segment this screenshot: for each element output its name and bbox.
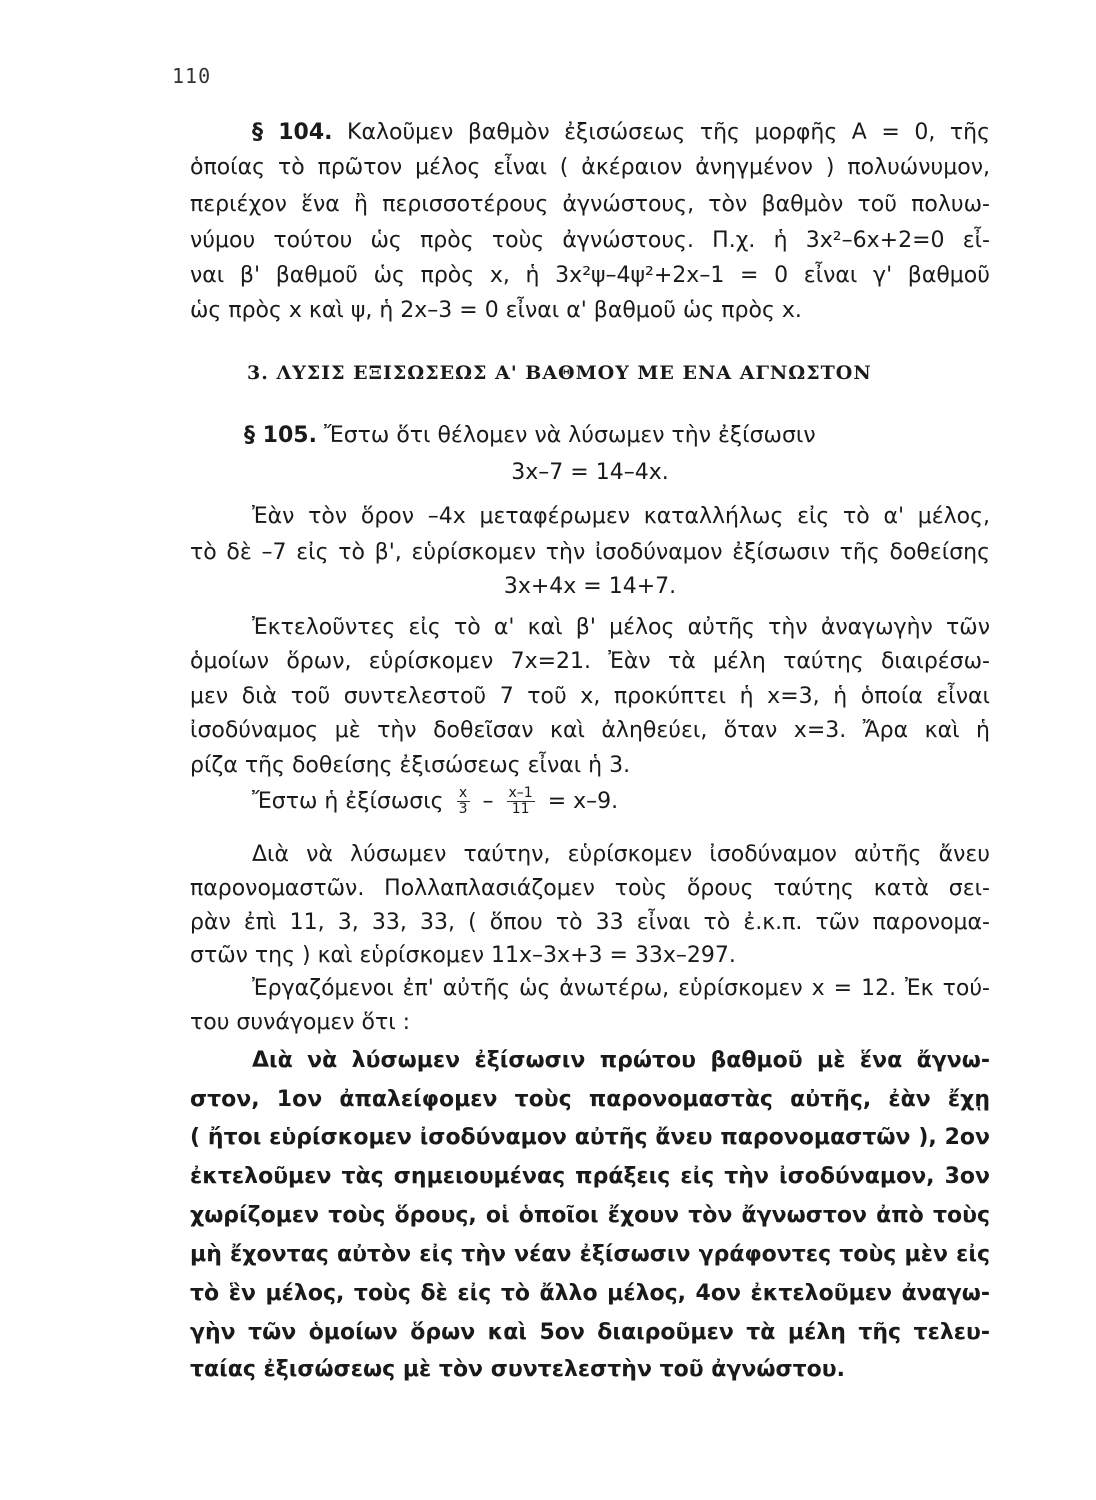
p105-line-a2: τὸ δὲ –7 εἰς τὸ β', εὑρίσκομεν τὴν ἰσοδύναμον ἐξίσωσιν τῆς δοθείσης [190,540,990,565]
p105-line-c2: παρονομαστῶν. Πολλαπλασιάζομεν τοὺς ὅρους ταύτης κατὰ σει- [190,876,990,901]
p105-line-c6: του συνάγομεν ὅτι : [190,1010,411,1035]
rule-line-3: ( ἤτοι εὑρίσκομεν ἰσοδύναμον αὐτῆς ἄνευ παρονομαστῶν ), 2ον [190,1125,990,1150]
section-heading: 3. ΛΥΣΙΣ ΕΞΙΣΩΣΕΩΣ Α' ΒΑΘΜΟΥ ΜΕ ΕΝΑ ΑΓΝΩΣΤΟΝ [247,362,872,384]
example-equation [252,786,1052,826]
p104-line-4: νύμου τούτου ὡς πρὸς τοὺς ἀγνώστους. Π.χ. ἡ 3x²–6x+2=0 εἶ- [190,228,990,253]
equation-1: 3x–7 = 14–4x. [511,460,669,485]
rule-line-6: μὴ ἔχοντας αὐτὸν εἰς τὴν νέαν ἐξίσωσιν γράφοντες τοὺς μὲν εἰς [190,1242,990,1267]
fraction-x-minus-1-over-11: $\frac{x-1}{11}$ [508,785,533,818]
p105-line-b2: ὁμοίων ὅρων, εὑρίσκομεν 7x=21. Ἐὰν τὰ μέλη ταύτης διαιρέσω- [190,649,990,674]
rule-line-5: χωρίζομεν τοὺς ὅρους, οἱ ὁποῖοι ἔχουν τὸν ἄγνωστον ἀπὸ τοὺς [190,1203,990,1228]
p105-line-c1: Διὰ νὰ λύσωμεν ταύτην, εὑρίσκομεν ἰσοδύναμον αὐτῆς ἄνευ [252,842,990,867]
example-prefix: Ἔστω ἡ ἐξίσωσις [252,788,444,814]
rule-line-9: ταίας ἐξισώσεως μὲ τὸν συντελεστὴν τοῦ ἀγνώστου. [190,1357,845,1382]
p104-line-1: § 104. Καλοῦμεν βαθμὸν ἐξισώσεως τῆς μορφῆς Α = 0, τῆς [252,120,990,145]
p105-line-c3: ρὰν ἐπὶ 11, 3, 33, 33, ( ὅπου τὸ 33 εἶναι τὸ ἐ.κ.π. τῶν παρονομα- [190,910,990,935]
p105-line-b5: ρίζα τῆς δοθείσης ἐξισώσεως εἶναι ἡ 3. [190,753,631,778]
p104-line-3: περιέχον ἕνα ἢ περισσοτέρους ἀγνώστους, τὸν βαθμὸν τοῦ πολυω- [190,192,990,217]
fraction-x-over-3: $\frac{x}{3}$ [458,785,468,818]
rule-line-1: Διὰ νὰ λύσωμεν ἐξίσωσιν πρώτου βαθμοῦ μὲ ἕνα ἄγνω- [252,1048,990,1073]
p104-line-6: ὡς πρὸς x καὶ ψ, ἡ 2x–3 = 0 εἶναι α' βαθμοῦ ὡς πρὸς x. [190,298,802,323]
p105-line-c4: στῶν της ) καὶ εὑρίσκομεν 11x–3x+3 = 33x–297. [190,943,736,968]
rule-line-4: ἐκτελοῦμεν τὰς σημειουμένας πράξεις εἰς τὴν ἰσοδύναμον, 3ον [190,1164,990,1189]
p105-line-c5: Ἐργαζόμενοι ἐπ' αὐτῆς ὡς ἀνωτέρω, εὑρίσκομεν x = 12. Ἐκ τού- [252,976,990,1001]
p105-line-b3: μεν διὰ τοῦ συντελεστοῦ 7 τοῦ x, προκύπτει ἡ x=3, ἡ ὁποία εἶναι [190,684,990,709]
section-104-label: § 104. [252,120,333,145]
example-suffix: = x–9. [547,788,619,814]
p104-line-2: ὁποίας τὸ πρῶτον μέλος εἶναι ( ἀκέραιον ἀνηγμένον ) πολυώνυμον, [190,155,990,180]
page-number: 110 [172,64,212,88]
section-105-label: § 105. [244,423,317,448]
p105-line-a1: Ἐὰν τὸν ὅρον –4x μεταφέρωμεν καταλλήλως εἰς τὸ α' μέλος, [252,504,990,529]
p104-line-5: ναι β' βαθμοῦ ὡς πρὸς x, ἡ 3x²ψ–4ψ²+2x–1 = 0 εἶναι γ' βαθμοῦ [190,263,990,288]
p105-line-b4: ἰσοδύναμος μὲ τὴν δοθεῖσαν καὶ ἀληθεύει, ὅταν x=3. Ἄρα καὶ ἡ [190,718,990,743]
p105-line-b1: Ἐκτελοῦντες εἰς τὸ α' καὶ β' μέλος αὐτῆς τὴν ἀναγωγὴν τῶν [252,615,990,640]
rule-line-7: τὸ ἓν μέλος, τοὺς δὲ εἰς τὸ ἄλλο μέλος, 4ον ἐκτελοῦμεν ἀναγω- [190,1281,990,1306]
equation-2: 3x+4x = 14+7. [503,574,677,599]
rule-line-2: στον, 1ον ἀπαλείφομεν τοὺς παρονομαστὰς αὐτῆς, ἐὰν ἔχῃ [190,1087,990,1112]
p105-intro: § 105. Ἔστω ὅτι θέλομεν νὰ λύσωμεν τὴν ἐξίσωσιν [244,423,816,448]
rule-line-8: γὴν τῶν ὁμοίων ὅρων καὶ 5ον διαιροῦμεν τὰ μέλη τῆς τελευ- [190,1320,990,1345]
minus-sign: – [482,788,494,814]
